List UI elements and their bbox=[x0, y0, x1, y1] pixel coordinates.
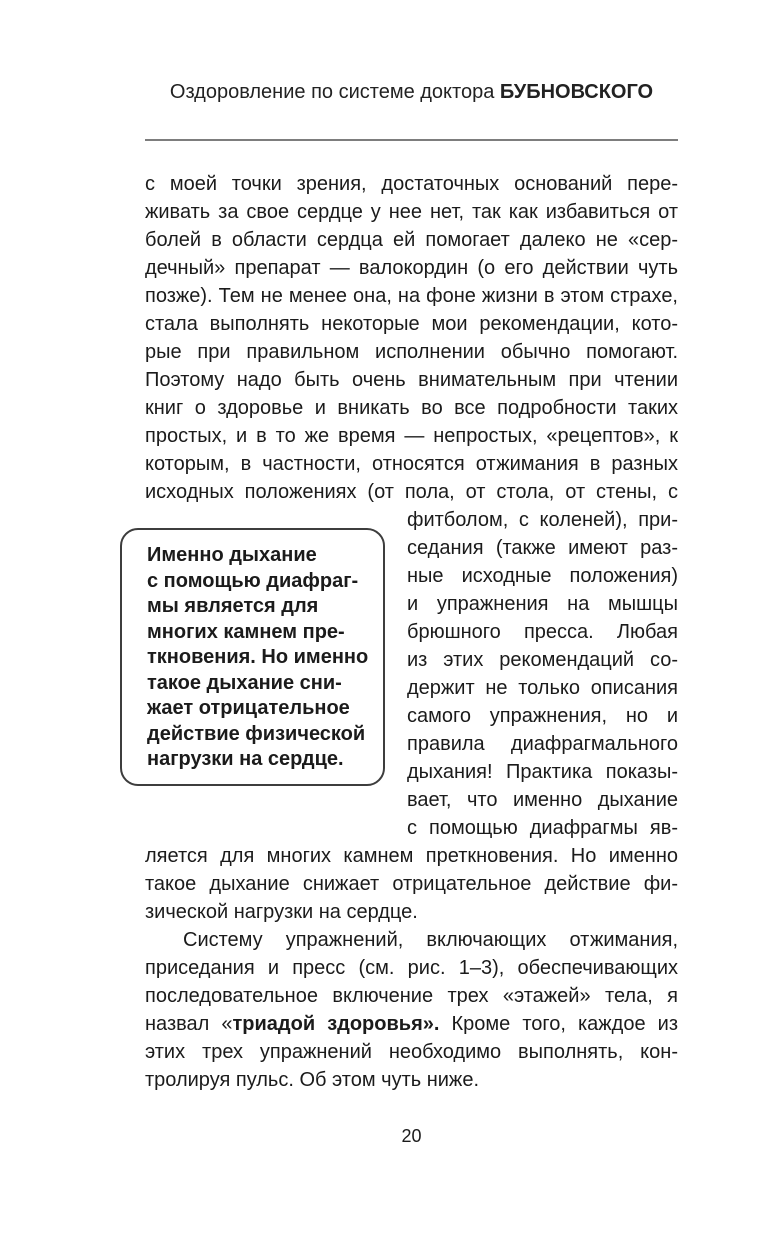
text-line: брюшного пресса. Любая bbox=[407, 621, 678, 643]
text-line: Систему упражнений, включающих отжимания, bbox=[183, 929, 678, 951]
text-line: и упражнения на мышцы bbox=[407, 593, 678, 615]
text-line: с помощью диафрагмы яв- bbox=[407, 817, 678, 839]
callout-line: мы является для bbox=[147, 595, 319, 617]
text-line: фитболом, с коленей), при- bbox=[407, 509, 678, 531]
callout-line: действие физической bbox=[147, 722, 366, 745]
paragraph-2 bbox=[145, 926, 678, 1094]
callout-line: Именно дыхание bbox=[147, 544, 317, 566]
callout-cell bbox=[145, 506, 385, 786]
text-line: последовательное включение трех «этажей» тела, я bbox=[145, 985, 678, 1007]
text-line: держит не только описания bbox=[407, 677, 678, 699]
text-line: правила диафрагмального bbox=[407, 733, 678, 755]
text-line: самого упражнения, но и bbox=[407, 705, 678, 727]
text-line: зической нагрузки на сердце. bbox=[145, 901, 418, 923]
text-segment: назвал « bbox=[145, 1013, 233, 1035]
page-number: 20 bbox=[401, 1126, 422, 1146]
emphasized-term: триадой здоровья». bbox=[232, 1013, 440, 1035]
running-header-author: БУБНОВСКОГО bbox=[499, 81, 654, 103]
text-line: приседания и пресс (см. рис. 1–3), обеспечивающих bbox=[145, 957, 678, 979]
text-line: книг о здоровье и вникать во все подробности таких bbox=[145, 397, 678, 419]
callout-line: многих камнем пре- bbox=[147, 620, 345, 643]
wrapped-text-column bbox=[407, 506, 678, 842]
text-line: седания (также имеют раз- bbox=[407, 537, 678, 559]
text-line: ные исходные положения) bbox=[407, 565, 678, 587]
text-line: которым, в частности, относятся отжимания в разных bbox=[145, 453, 678, 475]
callout-line: с помощью диафраг- bbox=[147, 569, 359, 592]
text-line: вает, что именно дыхание bbox=[407, 789, 678, 811]
text-line: из этих рекомендаций со- bbox=[407, 649, 678, 671]
text-line: тролируя пульс. Об этом чуть ниже. bbox=[145, 1069, 479, 1091]
header-divider bbox=[145, 139, 678, 141]
text-line: болей в области сердца ей помогает далеко не «сер- bbox=[145, 229, 678, 251]
running-header-text: Оздоровление по системе доктора bbox=[169, 81, 500, 103]
text-line: Поэтому надо быть очень внимательным при чтении bbox=[145, 369, 678, 391]
text-line: ляется для многих камнем преткновения. Но именно bbox=[145, 845, 678, 867]
text-line: с моей точки зрения, достаточных оснований пере- bbox=[145, 173, 678, 195]
callout-line: нагрузки на сердце. bbox=[147, 748, 344, 770]
callout-and-text-section bbox=[145, 506, 678, 842]
text-line: живать за свое сердце у нее нет, так как избавиться от bbox=[145, 201, 678, 223]
callout-line: ткновения. Но именно bbox=[147, 646, 369, 668]
paragraph-1-tail bbox=[145, 842, 678, 926]
text-line bbox=[145, 1010, 678, 1038]
text-line: дыхания! Практика показы- bbox=[407, 761, 678, 783]
text-segment: Кроме того, каждое из bbox=[439, 1013, 678, 1035]
text-line: исходных положениях (от пола, от стола, от стены, с bbox=[145, 481, 678, 503]
page-body bbox=[145, 170, 678, 1094]
text-line: рые при правильном исполнении обычно помогают. bbox=[145, 341, 678, 363]
paragraph-1 bbox=[145, 170, 678, 506]
text-line: простых, и в то же время — непростых, «рецептов», к bbox=[145, 425, 678, 447]
callout-line: жает отрицательное bbox=[147, 697, 350, 719]
text-line: стала выполнять некоторые мои рекомендации, кото- bbox=[145, 313, 678, 335]
callout-line: такое дыхание сни- bbox=[147, 671, 342, 694]
running-header bbox=[145, 80, 678, 104]
text-line: такое дыхание снижает отрицательное действие фи- bbox=[145, 873, 678, 895]
callout-box bbox=[120, 528, 385, 786]
text-line: дечный» препарат — валокордин (о его действии чуть bbox=[145, 257, 678, 279]
text-line: позже). Тем не менее она, на фоне жизни в этом страхе, bbox=[145, 285, 678, 307]
text-line: этих трех упражнений необходимо выполнять, кон- bbox=[145, 1041, 678, 1063]
